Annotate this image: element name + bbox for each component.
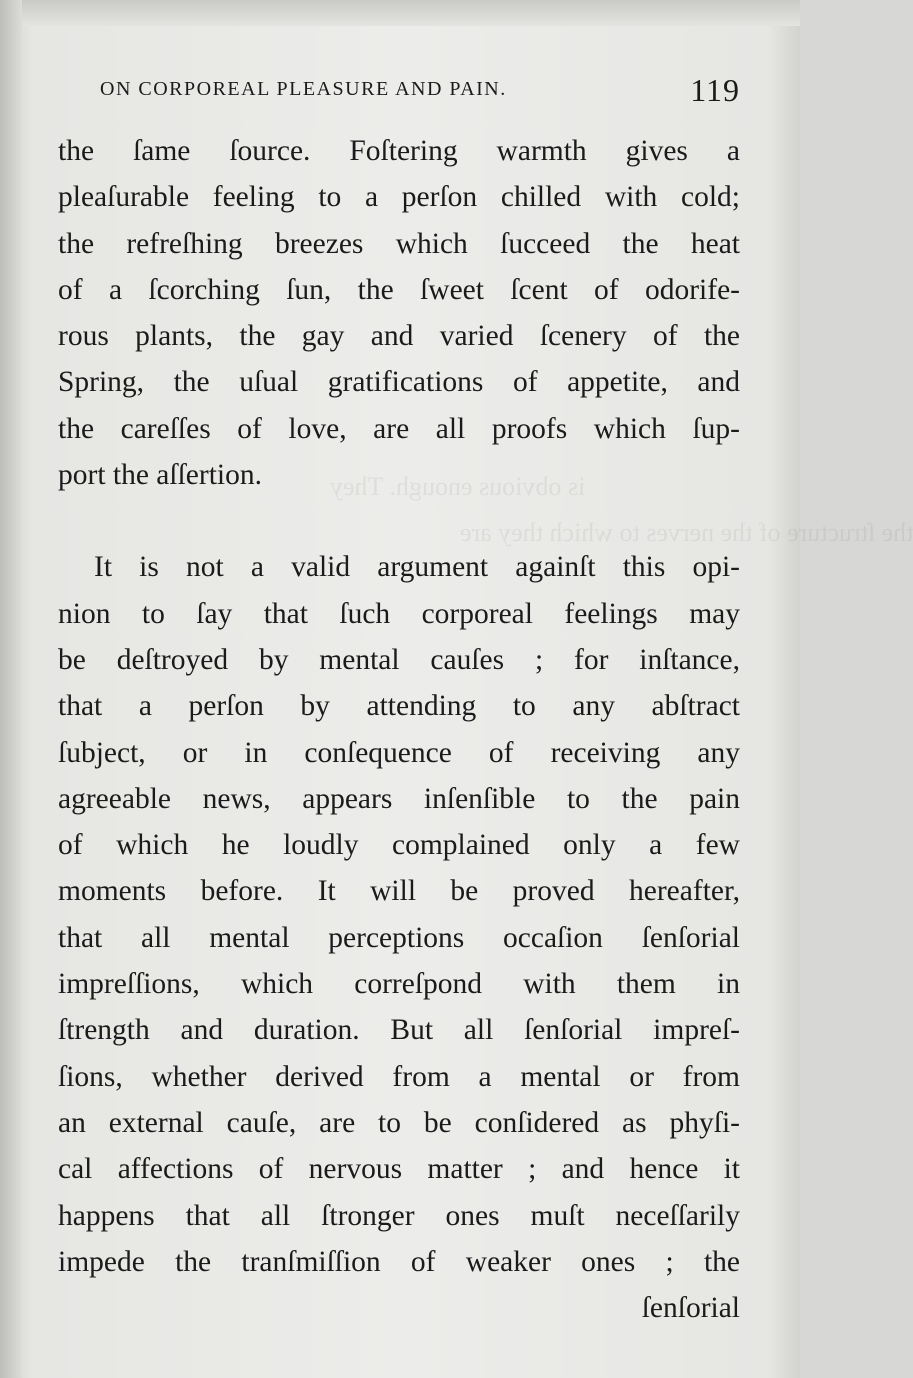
paragraph xyxy=(58,544,740,1285)
text-line: port the aſſertion. xyxy=(58,459,262,492)
page-top-shadow xyxy=(0,0,800,26)
paragraph xyxy=(58,128,740,498)
text-line: happens that all ſtronger ones muſt neceſſarily xyxy=(58,1199,740,1232)
text-line: moments before. It will be proved hereafter, xyxy=(58,875,740,908)
text-line: It is not a valid argument againſt this opi- xyxy=(94,551,740,584)
body-text xyxy=(58,128,740,1331)
text-line: nion to ſay that ſuch corporeal feelings may xyxy=(58,597,740,630)
text-line: cal affections of nervous matter ; and hence it xyxy=(58,1153,740,1186)
text-line: of a ſcorching ſun, the ſweet ſcent of odorife- xyxy=(58,273,740,306)
text-line: ſubject, or in conſequence of receiving any xyxy=(58,736,740,769)
text-line: the ſame ſource. Foſtering warmth gives a xyxy=(58,135,740,167)
paragraph-gap xyxy=(58,498,740,544)
show-through-text: the ſtructure of the nerves to which they are xyxy=(460,518,913,547)
text-line: impede the tranſmiſſion of weaker ones ; the xyxy=(58,1245,740,1278)
catchword: ſenſorial xyxy=(641,1292,740,1325)
text-line: that all mental perceptions occaſion ſenſorial xyxy=(58,921,740,954)
text-line: an external cauſe, are to be conſidered as phyſi- xyxy=(58,1106,740,1139)
page-gutter-shadow xyxy=(0,0,22,1378)
text-line: ſions, whether derived from a mental or from xyxy=(58,1060,740,1093)
page-number: 119 xyxy=(690,72,740,108)
text-line: impreſſions, which correſpond with them in xyxy=(58,968,740,1001)
show-through-text: is obvious enough. They xyxy=(330,472,586,501)
text-line: the careſſes of love, are all proofs which ſup- xyxy=(58,412,740,445)
running-title: ON CORPOREAL PLEASURE AND PAIN. xyxy=(100,78,507,100)
text-line: rous plants, the gay and varied ſcenery of the xyxy=(58,320,740,353)
text-line: Spring, the uſual gratifications of appetite, and xyxy=(58,366,740,399)
text-line: pleaſurable feeling to a perſon chilled with cold; xyxy=(58,181,740,214)
text-line: be deſtroyed by mental cauſes ; for inſtance, xyxy=(58,643,740,676)
text-line: agreeable news, appears inſenſible to the pain xyxy=(58,782,740,815)
running-head xyxy=(100,72,740,112)
text-line: the refreſhing breezes which ſucceed the heat xyxy=(58,227,740,260)
text-line: that a perſon by attending to any abſtract xyxy=(58,690,740,723)
text-line: ſtrength and duration. But all ſenſorial impreſ- xyxy=(58,1014,740,1047)
text-line: of which he loudly complained only a few xyxy=(58,829,740,862)
